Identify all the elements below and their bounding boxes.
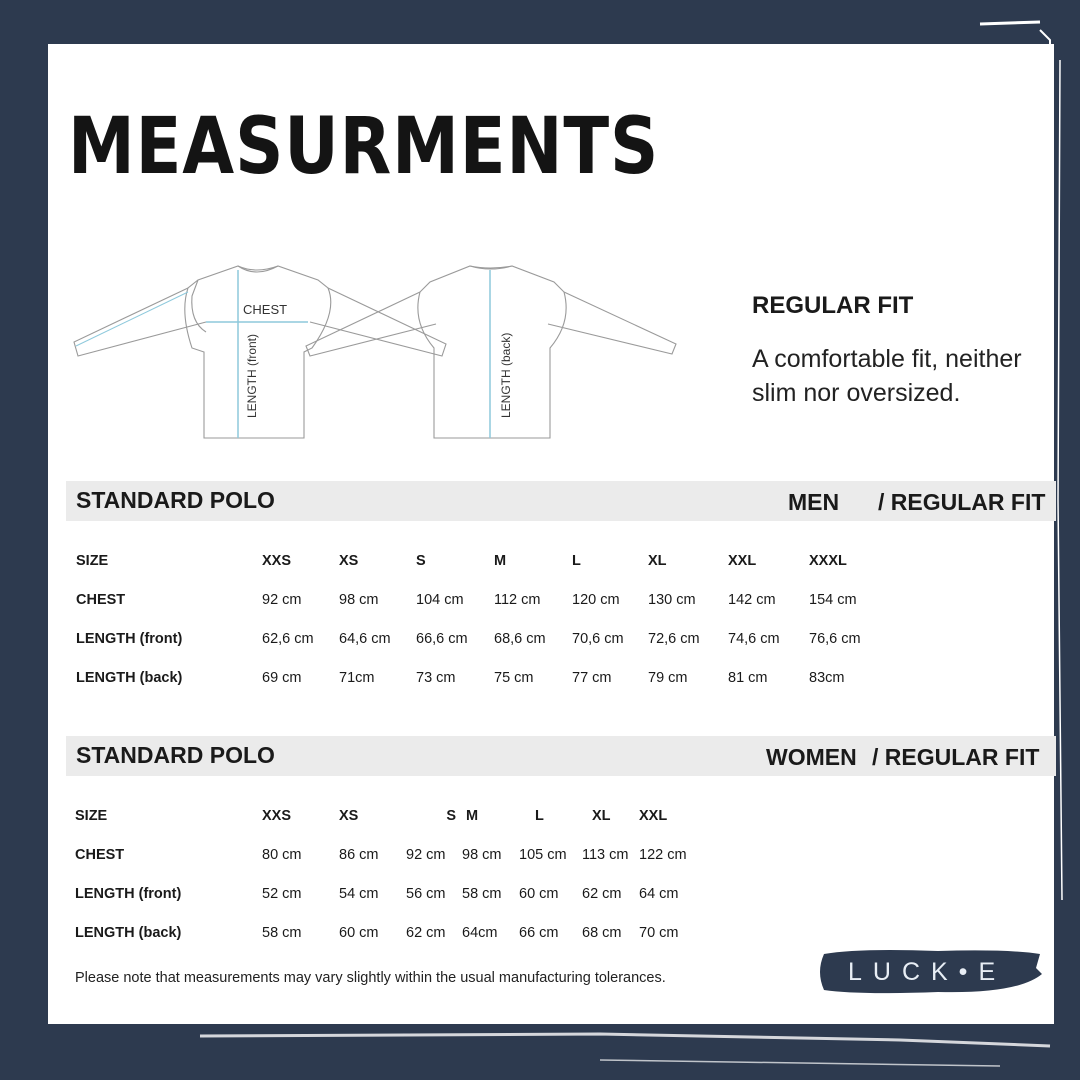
size-cell: M	[494, 552, 507, 569]
value-cell: 68,6 cm	[494, 630, 546, 647]
fit-title: REGULAR FIT	[752, 292, 914, 319]
value-cell: 120 cm	[572, 591, 620, 608]
men-gender-label: MEN	[788, 489, 840, 515]
value-cell: 112 cm	[494, 591, 541, 608]
size-cell: L	[535, 807, 544, 824]
size-cell: XS	[339, 552, 359, 569]
women-product-title: STANDARD POLO	[76, 742, 275, 768]
fit-description: A comfortable fit, neither slim nor oversized.	[752, 345, 1022, 407]
value-cell: 70,6 cm	[572, 630, 624, 647]
women-section-header	[66, 736, 1056, 776]
length-front-label: LENGTH (front)	[245, 333, 259, 418]
value-cell: 98 cm	[462, 846, 502, 863]
row-label: LENGTH (back)	[76, 669, 183, 686]
size-cell: XL	[592, 807, 611, 824]
value-cell: 76,6 cm	[809, 630, 861, 647]
table-row	[75, 835, 701, 874]
table-row	[75, 874, 701, 913]
chest-label: CHEST	[243, 302, 288, 317]
value-cell: 62 cm	[582, 885, 622, 902]
value-cell: 83cm	[809, 669, 845, 686]
table-row	[76, 658, 879, 697]
value-cell: 105 cm	[519, 846, 567, 863]
men-product-title: STANDARD POLO	[76, 487, 275, 513]
value-cell: 58 cm	[462, 885, 502, 902]
value-cell: 92 cm	[262, 591, 302, 608]
value-cell: 72,6 cm	[648, 630, 700, 647]
row-label: CHEST	[75, 846, 125, 863]
value-cell: 71cm	[339, 669, 375, 686]
value-cell: 60 cm	[519, 885, 559, 902]
row-label: LENGTH (back)	[75, 924, 182, 941]
value-cell: 64 cm	[639, 885, 679, 902]
value-cell: 80 cm	[262, 846, 302, 863]
value-cell: 98 cm	[339, 591, 379, 608]
value-cell: 66 cm	[519, 924, 559, 941]
value-cell: 81 cm	[728, 669, 768, 686]
value-cell: 154 cm	[809, 591, 857, 608]
row-label: LENGTH (front)	[75, 885, 182, 902]
size-cell: S	[416, 552, 426, 569]
value-cell: 62,6 cm	[262, 630, 314, 647]
row-label: LENGTH (front)	[76, 630, 183, 647]
value-cell: 86 cm	[339, 846, 379, 863]
value-cell: 113 cm	[582, 846, 629, 863]
row-label: SIZE	[75, 807, 108, 824]
value-cell: 122 cm	[639, 846, 687, 863]
page-title: MEASURMENTS	[68, 102, 660, 192]
tolerance-note: Please note that measurements may vary slightly within the usual manufacturing tolerances.	[75, 970, 666, 986]
value-cell: 73 cm	[416, 669, 456, 686]
sleeve-measure-line	[76, 292, 188, 346]
women-gender-label: WOMEN	[766, 744, 857, 770]
table-row	[76, 541, 879, 580]
value-cell: 68 cm	[582, 924, 622, 941]
women-fit-label: / REGULAR FIT	[872, 744, 1040, 770]
size-cell: S	[446, 807, 456, 824]
size-cell: XXS	[262, 552, 292, 569]
value-cell: 64cm	[462, 924, 498, 941]
length-back-label: LENGTH (back)	[499, 332, 513, 418]
value-cell: 60 cm	[339, 924, 379, 941]
size-cell: XXS	[262, 807, 292, 824]
value-cell: 79 cm	[648, 669, 688, 686]
table-row	[75, 913, 701, 952]
value-cell: 69 cm	[262, 669, 302, 686]
shirt-front-outline	[74, 266, 446, 438]
row-label: SIZE	[76, 552, 109, 569]
value-cell: 92 cm	[406, 846, 446, 863]
table-row	[76, 580, 879, 619]
value-cell: 104 cm	[416, 591, 464, 608]
shirt-back-outline	[306, 266, 676, 438]
value-cell: 64,6 cm	[339, 630, 391, 647]
row-label: CHEST	[76, 591, 126, 608]
value-cell: 62 cm	[406, 924, 446, 941]
table-row	[76, 619, 879, 658]
size-cell: XL	[648, 552, 667, 569]
men-section-header	[66, 481, 1056, 521]
value-cell: 74,6 cm	[728, 630, 780, 647]
value-cell: 56 cm	[406, 885, 446, 902]
value-cell: 52 cm	[262, 885, 302, 902]
value-cell: 58 cm	[262, 924, 302, 941]
value-cell: 75 cm	[494, 669, 534, 686]
size-cell: M	[466, 807, 479, 824]
value-cell: 77 cm	[572, 669, 612, 686]
size-cell: XXXL	[809, 552, 847, 569]
men-fit-label: / REGULAR FIT	[878, 489, 1046, 515]
brand-logo-text: LUCK•E	[848, 958, 1007, 986]
value-cell: 130 cm	[648, 591, 696, 608]
value-cell: 70 cm	[639, 924, 679, 941]
men-size-table	[76, 541, 879, 697]
value-cell: 66,6 cm	[416, 630, 468, 647]
size-cell: XS	[339, 807, 359, 824]
shirt-diagram	[66, 252, 686, 452]
women-size-table	[75, 796, 701, 952]
value-cell: 54 cm	[339, 885, 379, 902]
size-cell: XXL	[639, 807, 668, 824]
size-cell: XXL	[728, 552, 757, 569]
table-row	[75, 796, 701, 835]
size-cell: L	[572, 552, 581, 569]
value-cell: 142 cm	[728, 591, 776, 608]
